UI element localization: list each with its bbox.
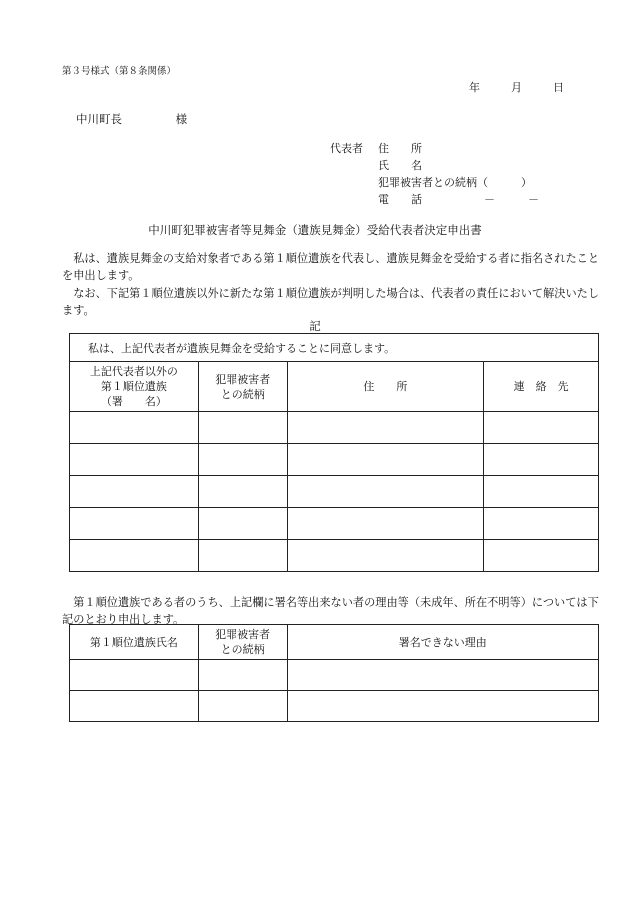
- contact-cell[interactable]: [484, 444, 599, 476]
- representative-label: 代表者: [330, 142, 363, 155]
- relation-cell[interactable]: [198, 412, 287, 444]
- signature-cell[interactable]: [70, 444, 199, 476]
- rep-name-label: 氏 名: [378, 159, 422, 172]
- relation-cell[interactable]: [198, 508, 287, 540]
- rep-address-label: 住 所: [378, 142, 422, 155]
- rep-phone-separators: － －: [484, 193, 539, 206]
- col-header-bereaved-name: 第１順位遺族氏名: [70, 625, 199, 660]
- col-header-relation: 犯罪被害者 との続柄: [198, 625, 287, 660]
- address-cell[interactable]: [287, 412, 484, 444]
- table-row: [70, 660, 599, 691]
- table-row: [70, 691, 599, 722]
- col-header-contact: 連 絡 先: [484, 362, 599, 412]
- address-cell[interactable]: [287, 508, 484, 540]
- rep-relation-label: 犯罪被害者との続柄（ ）: [378, 176, 532, 189]
- addressee: [76, 111, 187, 127]
- bereaved-name-cell[interactable]: [70, 691, 199, 722]
- rep-phone-label: 電 話: [378, 193, 422, 206]
- table-row: [70, 508, 599, 540]
- relation-cell[interactable]: [198, 540, 287, 572]
- address-cell[interactable]: [287, 476, 484, 508]
- relation-cell[interactable]: [198, 444, 287, 476]
- signature-cell[interactable]: [70, 412, 199, 444]
- addressee-honorific: 様: [175, 112, 188, 126]
- col-header-signature: 上記代表者以外の 第１順位遺族 （署 名）: [70, 362, 199, 412]
- reason-cell[interactable]: [287, 660, 598, 691]
- table-row: [70, 476, 599, 508]
- addressee-name: 中川町長: [76, 112, 122, 126]
- contact-cell[interactable]: [484, 412, 599, 444]
- col-header-relation: 犯罪被害者 との続柄: [198, 362, 287, 412]
- address-cell[interactable]: [287, 444, 484, 476]
- col-header-reason: 署名できない理由: [287, 625, 598, 660]
- consent-table: [69, 333, 599, 572]
- col-header-address: 住 所: [287, 362, 484, 412]
- table-row: [70, 412, 599, 444]
- signature-cell[interactable]: [70, 508, 199, 540]
- document-title: 中川町犯罪被害者等見舞金（遺族見舞金）受給代表者決定申出書: [148, 223, 482, 237]
- relation-cell[interactable]: [198, 476, 287, 508]
- date-day: 日: [553, 81, 564, 94]
- relation-cell[interactable]: [198, 660, 287, 691]
- contact-cell[interactable]: [484, 476, 599, 508]
- contact-cell[interactable]: [484, 508, 599, 540]
- table-row: [70, 540, 599, 572]
- signature-cell[interactable]: [70, 476, 199, 508]
- date-month: 月: [511, 81, 522, 94]
- address-cell[interactable]: [287, 540, 484, 572]
- date-line: [469, 79, 564, 95]
- paragraph-1: 私は、遺族見舞金の支給対象者である第１順位遺族を代表し、遺族見舞金を受給する者に指名されたことを申出します。: [62, 252, 600, 282]
- table-row: [70, 444, 599, 476]
- signature-cell[interactable]: [70, 540, 199, 572]
- reason-table: [69, 624, 599, 722]
- relation-cell[interactable]: [198, 691, 287, 722]
- date-year: 年: [469, 81, 480, 94]
- consent-statement: 私は、上記代表者が遺族見舞金を受給することに同意します。: [70, 334, 599, 362]
- reason-cell[interactable]: [287, 691, 598, 722]
- paragraph-3: 第１順位遺族である者のうち、上記欄に署名等出来ない者の理由等（未成年、所在不明等）については下記のとおり申出します。: [62, 596, 599, 626]
- paragraph-2: なお、下記第１順位遺族以外に新たな第１順位遺族が判明した場合は、代表者の責任において解決いたします。: [62, 287, 600, 317]
- representative-block: [330, 140, 539, 208]
- form-number: 第３号様式（第８条関係）: [62, 66, 177, 77]
- ki-heading: 記: [309, 319, 321, 333]
- bereaved-name-cell[interactable]: [70, 660, 199, 691]
- contact-cell[interactable]: [484, 540, 599, 572]
